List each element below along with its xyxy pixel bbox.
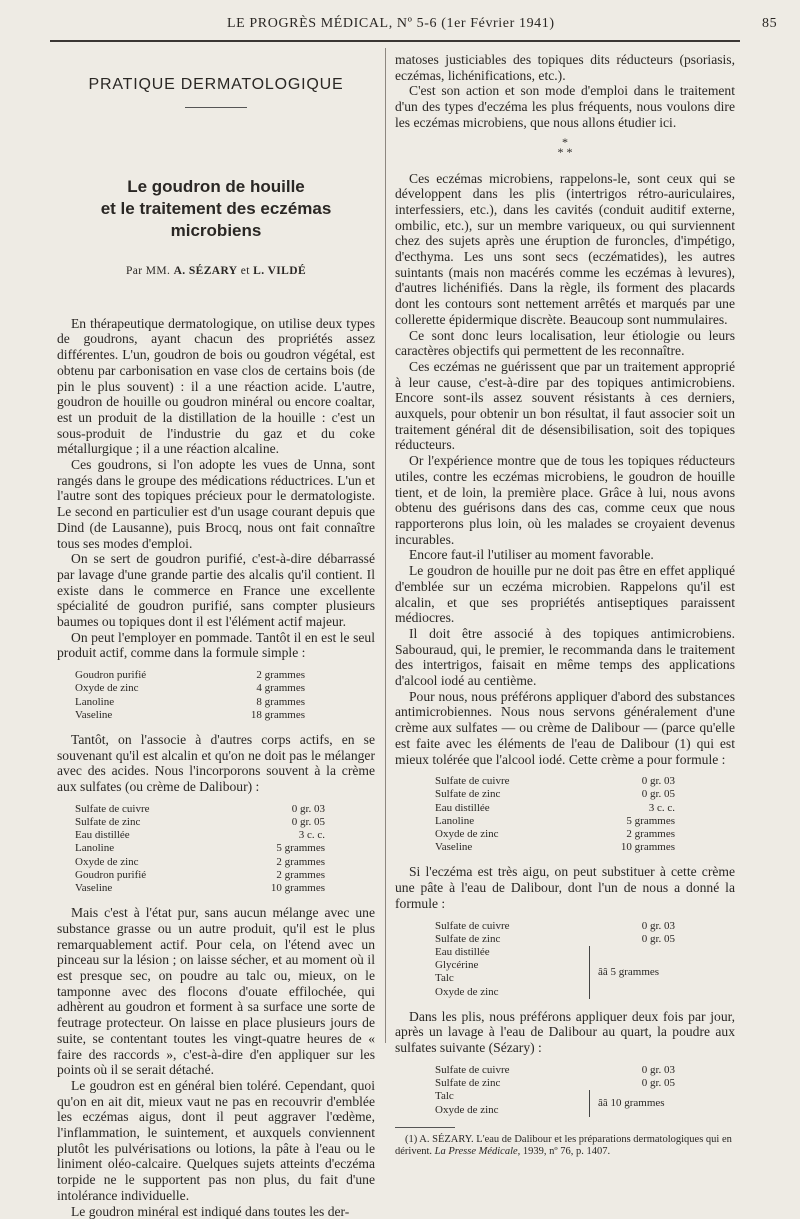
author-2: L. VILDÉ	[253, 265, 307, 277]
formula-goudron-pommade	[75, 669, 305, 722]
section-rubric: PRATIQUE DERMATOLOGIQUE	[88, 76, 344, 93]
ingredient-name: Sulfate de cuivre	[435, 1063, 510, 1076]
paragraph: En thérapeutique dermatologique, on utilise deux types de goudrons, ayant chacun des propriétés assez différentes. L'un, goudron de bois ou goudron végétal, est obtenu par carbonisation en vase clos de certains bois (de pin le plus souvent) : il a une réaction acide. L'autre, goudron de houille ou goudron minéral ou encore coaltar, est un produit de la distillation de la houille : c'est un sous-produit de l'industrie du gaz et du coke métallurgique ; il a une réaction alcaline.	[57, 315, 375, 457]
ingredient-quantity: 0 gr. 05	[291, 816, 325, 828]
ingredient-quantity: 5 grammes	[276, 842, 325, 855]
formula-row	[75, 803, 325, 816]
page-header	[0, 16, 800, 40]
paragraph: Tantôt, on l'associe à d'autres corps actifs, en se souvenant qu'il est alcalin et qu'on ne doit pas le mélanger avec des acides. Nous l'incorporons souvent à la crème aux sulfates (ou crème de Dalibour) :	[57, 731, 375, 795]
ingredient-name: Oxyde de zinc	[435, 828, 499, 841]
formula-row	[435, 1077, 675, 1090]
paragraph: Pour nous, nous préférons appliquer d'abord des substances antimicrobiennes. Nous nous servons généralement d'une crème aux sulfates — ou crème de Dalibour — (parce qu'elle est faite avec les éléments de l'eau de Dalibour (1) qui est mieux tolérée que l'alcool iodé. Cette crème a pour formule :	[395, 688, 735, 767]
formula-row	[75, 829, 325, 842]
asterism-bottom: * *	[557, 144, 573, 159]
ingredient-quantity: 0 gr. 03	[291, 802, 325, 815]
footnote-author: A. SÉZARY.	[419, 1133, 474, 1145]
paragraph: Le goudron de houille pur ne doit pas être en effet appliqué d'emblée sur un eczéma microbien. Rappelons qu'il est alcalin, et que ses propriétés antiseptiques paraissent médiocres.	[395, 563, 735, 626]
footnote-reference: 1939, nº 76, p. 1407.	[522, 1146, 611, 1158]
ingredient-name: Oxyde de zinc	[435, 1103, 499, 1116]
ingredient-quantity: 3 c. c.	[298, 829, 325, 842]
ingredient-quantity: 2 grammes	[276, 868, 325, 881]
ingredient-name: Lanoline	[75, 842, 115, 855]
paragraph: Ce sont donc leurs localisation, leur étiologie ou leurs caractères objectifs qui permettent de les reconnaître.	[395, 327, 735, 359]
formula-group-ingredients	[435, 1090, 590, 1116]
right-column	[395, 52, 735, 1159]
footnote-rule	[395, 1127, 455, 1128]
paragraph: Ces eczémas ne guérissent que par un traitement approprié à leur cause, c'est-à-dire par des topiques antimicrobiens. Encore sont-ils assez souvent résistants à ces derniers, auxquels, pour obtenir un bon résultat, il faut associer soit un traitement général dit de désensibilisation, soit des topiques réducteurs.	[395, 358, 735, 453]
paragraph: Ces goudrons, si l'on adopte les vues de Unna, sont rangés dans le groupe des médications réductrices. L'un et l'autre sont des topiques précieux pour le dermatologiste. Le second en particulier est d'un usage courant depuis que Dind (de Lausanne), puis Brocq, nous ont fait connaître tous ses modes d'emploi.	[57, 457, 375, 551]
ingredient-quantity: 10 grammes	[620, 841, 675, 854]
ingredient-name: Lanoline	[435, 814, 475, 827]
formula-row	[435, 841, 675, 854]
paragraph: Le goudron minéral est indiqué dans toutes les der-	[71, 1203, 350, 1219]
formula-row	[75, 696, 305, 709]
footnote	[395, 1134, 735, 1159]
byline	[57, 264, 375, 280]
ingredient-quantity: 18 grammes	[250, 708, 305, 721]
page-number: 85	[762, 16, 778, 31]
footnote-journal: La Presse Médicale,	[434, 1146, 521, 1158]
paragraph: On se sert de goudron purifié, c'est-à-dire débarrassé par lavage d'une grande partie des alcalis qu'il contient. Il existe dans le commerce en France une excellente spécialité de goudron purifié, sans compter plusieurs baumes ou topiques dont il est l'élément actif majeur.	[57, 551, 375, 630]
ingredient-name: Vaseline	[435, 841, 473, 854]
ingredient-name: Eau distillée	[435, 945, 490, 958]
ingredient-name: Oxyde de zinc	[435, 985, 499, 998]
ingredient-name: Sulfate de zinc	[435, 932, 501, 945]
footnote-number: (1)	[405, 1133, 418, 1145]
ingredient-quantity: 2 grammes	[626, 828, 675, 841]
formula-row	[435, 788, 675, 801]
ingredient-name: Eau distillée	[435, 801, 490, 814]
formula-row	[75, 669, 305, 682]
formula-row	[75, 816, 325, 829]
formula-creme-sulfates-goudron	[75, 803, 325, 895]
ingredient-name: Vaseline	[75, 708, 113, 721]
ingredient-name: Sulfate de cuivre	[435, 775, 510, 788]
formula-row	[435, 1064, 675, 1077]
ingredient-quantity: 8 grammes	[256, 695, 305, 708]
running-title: LE PROGRÈS MÉDICAL, Nº 5-6 (1er Février 1941)	[227, 16, 555, 31]
ingredient-name: Goudron purifié	[75, 669, 147, 682]
paragraph-continued: matoses justiciables des topiques dits réducteurs (psoriasis, eczémas, lichénifications, etc.).	[395, 52, 735, 83]
ingredient-name: Talc	[435, 972, 454, 985]
ingredient-quantity: 10 grammes	[270, 882, 325, 895]
formula-row	[75, 842, 325, 855]
formula-group	[435, 946, 675, 999]
formula-pate-dalibour	[435, 920, 675, 999]
rubric-rule	[185, 107, 247, 108]
paragraph: Mais c'est à l'état pur, sans aucun mélange avec une substance grasse ou un autre produit, qu'il est le plus remarquablement actif. Pour cela, on l'étend avec un pinceau sur la lésion ; on laisse sécher, et au moment où il est presque sec, on poudre au talc ou, mieux, on le tamponne avec des flocons d'ouate effilochée, qui adhèrent au goudron et forment à sa surface une sorte de feutrage protecteur. On laisse en place plusieurs jours de suite, se contentant toutes les vingt-quatre heures de « faire des raccords », c'est-à-dire d'en appliquer sur les points où il se serait détaché.	[57, 905, 375, 1078]
ingredient-name: Sulfate de cuivre	[435, 919, 510, 932]
article-title-line-2: et le traitement des eczémas microbiens	[100, 199, 332, 240]
section-asterism	[395, 134, 735, 159]
formula-row	[75, 869, 325, 882]
formula-group-quantity: ââ 10 grammes	[598, 1096, 665, 1109]
asterism-top: *	[562, 134, 568, 149]
footnote-text: L'eau de Dalibour et les préparations dermatologiques qui en dérivent.	[395, 1133, 732, 1158]
byline-and: et	[240, 265, 250, 277]
formula-row	[435, 933, 675, 946]
ingredient-name: Talc	[435, 1090, 454, 1103]
paragraph: Dans les plis, nous préférons appliquer deux fois par jour, après un lavage à l'eau de Dalibour au quart, la poudre aux sulfates suivante (Sézary) :	[395, 1008, 735, 1056]
formula-row	[435, 815, 675, 828]
ingredient-name: Glycérine	[435, 959, 479, 972]
formula-row	[75, 682, 305, 695]
ingredient-name: Oxyde de zinc	[75, 855, 139, 868]
ingredient-quantity: 0 gr. 03	[641, 919, 675, 932]
formula-row	[435, 802, 675, 815]
formula-row	[435, 920, 675, 933]
formula-row	[75, 709, 305, 722]
formula-row	[75, 856, 325, 869]
paragraph: Il doit être associé à des topiques antimicrobiens. Sabouraud, qui, le premier, le recommanda dans le traitement des intertrigos, faisait en même temps des applications d'alcool iodé au centième.	[395, 625, 735, 689]
formula-row	[435, 828, 675, 841]
ingredient-quantity: 2 grammes	[276, 855, 325, 868]
paragraph: C'est son action et son mode d'emploi dans le traitement d'un des types d'eczéma les plus fréquents, nous voulons dire les eczémas microbiens, que nous allons étudier ici.	[395, 83, 735, 130]
ingredient-quantity: 0 gr. 03	[641, 1063, 675, 1076]
left-column	[57, 52, 375, 1219]
article-title	[57, 176, 375, 242]
author-1: A. SÉZARY	[173, 265, 238, 277]
ingredient-quantity: 5 grammes	[626, 814, 675, 827]
formula-group-ingredients	[435, 946, 590, 999]
paragraph: Encore faut-il l'utiliser au moment favorable.	[409, 547, 654, 563]
ingredient-quantity: 4 grammes	[256, 682, 305, 695]
formula-creme-dalibour	[435, 775, 675, 854]
byline-prefix: Par MM.	[125, 265, 171, 277]
formula-group	[435, 1090, 675, 1116]
header-rule	[50, 40, 740, 42]
formula-row	[75, 882, 325, 895]
column-divider	[385, 48, 386, 1043]
paragraph: On peut l'employer en pommade. Tantôt il en est le seul produit actif, comme dans la formule simple :	[57, 629, 375, 661]
ingredient-quantity: 0 gr. 05	[641, 932, 675, 945]
article-title-line-1: Le goudron de houille	[127, 177, 305, 196]
ingredient-quantity: 2 grammes	[256, 669, 305, 682]
ingredient-name: Goudron purifié	[75, 868, 147, 881]
formula-row	[435, 775, 675, 788]
ingredient-quantity: 0 gr. 05	[641, 1077, 675, 1090]
ingredient-name: Sulfate de zinc	[75, 816, 141, 828]
ingredient-name: Vaseline	[75, 882, 113, 895]
ingredient-quantity: 0 gr. 03	[641, 775, 675, 788]
formula-group-quantity: ââ 5 grammes	[598, 965, 660, 978]
ingredient-name: Oxyde de zinc	[75, 682, 139, 695]
formula-poudre-sulfates	[435, 1064, 675, 1117]
paragraph: Or l'expérience montre que de tous les topiques réducteurs utiles, contre les eczémas microbiens, le goudron de houille tient, et de loin, la première place. Grâce à lui, nous avons obtenu des guérisons dans des cas, comme ceux que nous rapporterons plus loin, où les malades se croyaient devenus incurables.	[395, 453, 735, 547]
paragraph: Le goudron est en général bien toléré. Cependant, quoi qu'on en ait dit, mieux vaut ne pas en recouvrir d'emblée les eczémas aigus, dont il peut aggraver l'œdème, l'inflammation, le suintement, et auxquels conviennent plutôt les pulvérisations ou lotions, la pâte à l'eau ou le liniment oléo-calcaire. Quelques sujets atteints d'eczéma torpide ne le supportent pas non plus, du fait d'une intolérance individuelle.	[57, 1077, 375, 1203]
ingredient-name: Sulfate de zinc	[435, 788, 501, 801]
ingredient-name: Sulfate de zinc	[435, 1077, 501, 1090]
ingredient-quantity: 0 gr. 05	[641, 788, 675, 801]
ingredient-name: Sulfate de cuivre	[75, 802, 150, 815]
paragraph: Si l'eczéma est très aigu, on peut substituer à cette crème une pâte à l'eau de Dalibour, dont l'un de nous a donné la formule :	[395, 864, 735, 911]
ingredient-name: Eau distillée	[75, 829, 130, 842]
ingredient-name: Lanoline	[75, 695, 115, 708]
ingredient-quantity: 3 c. c.	[648, 801, 675, 814]
paragraph: Ces eczémas microbiens, rappelons-le, sont ceux qui se développent dans les plis (intertrigos rétro-auriculaires, interfessiers, etc.), dans les cavités (conduit auditif externe, ombilic, etc.), sur un membre variqueux, ou qui surviennent chez des sujets après une éruption de furoncles, d'impétigo, d'ecthyma. Les uns sont secs (eczématides), les autres suintants (mais non macérés comme les eczémas à levures), d'autres lichénifiés. Dans la règle, ils forment des placards dont les contours sont nettement arrêtés et marqués par une collerette épidermique discrète. Beaucoup sont nummulaires.	[395, 170, 735, 327]
